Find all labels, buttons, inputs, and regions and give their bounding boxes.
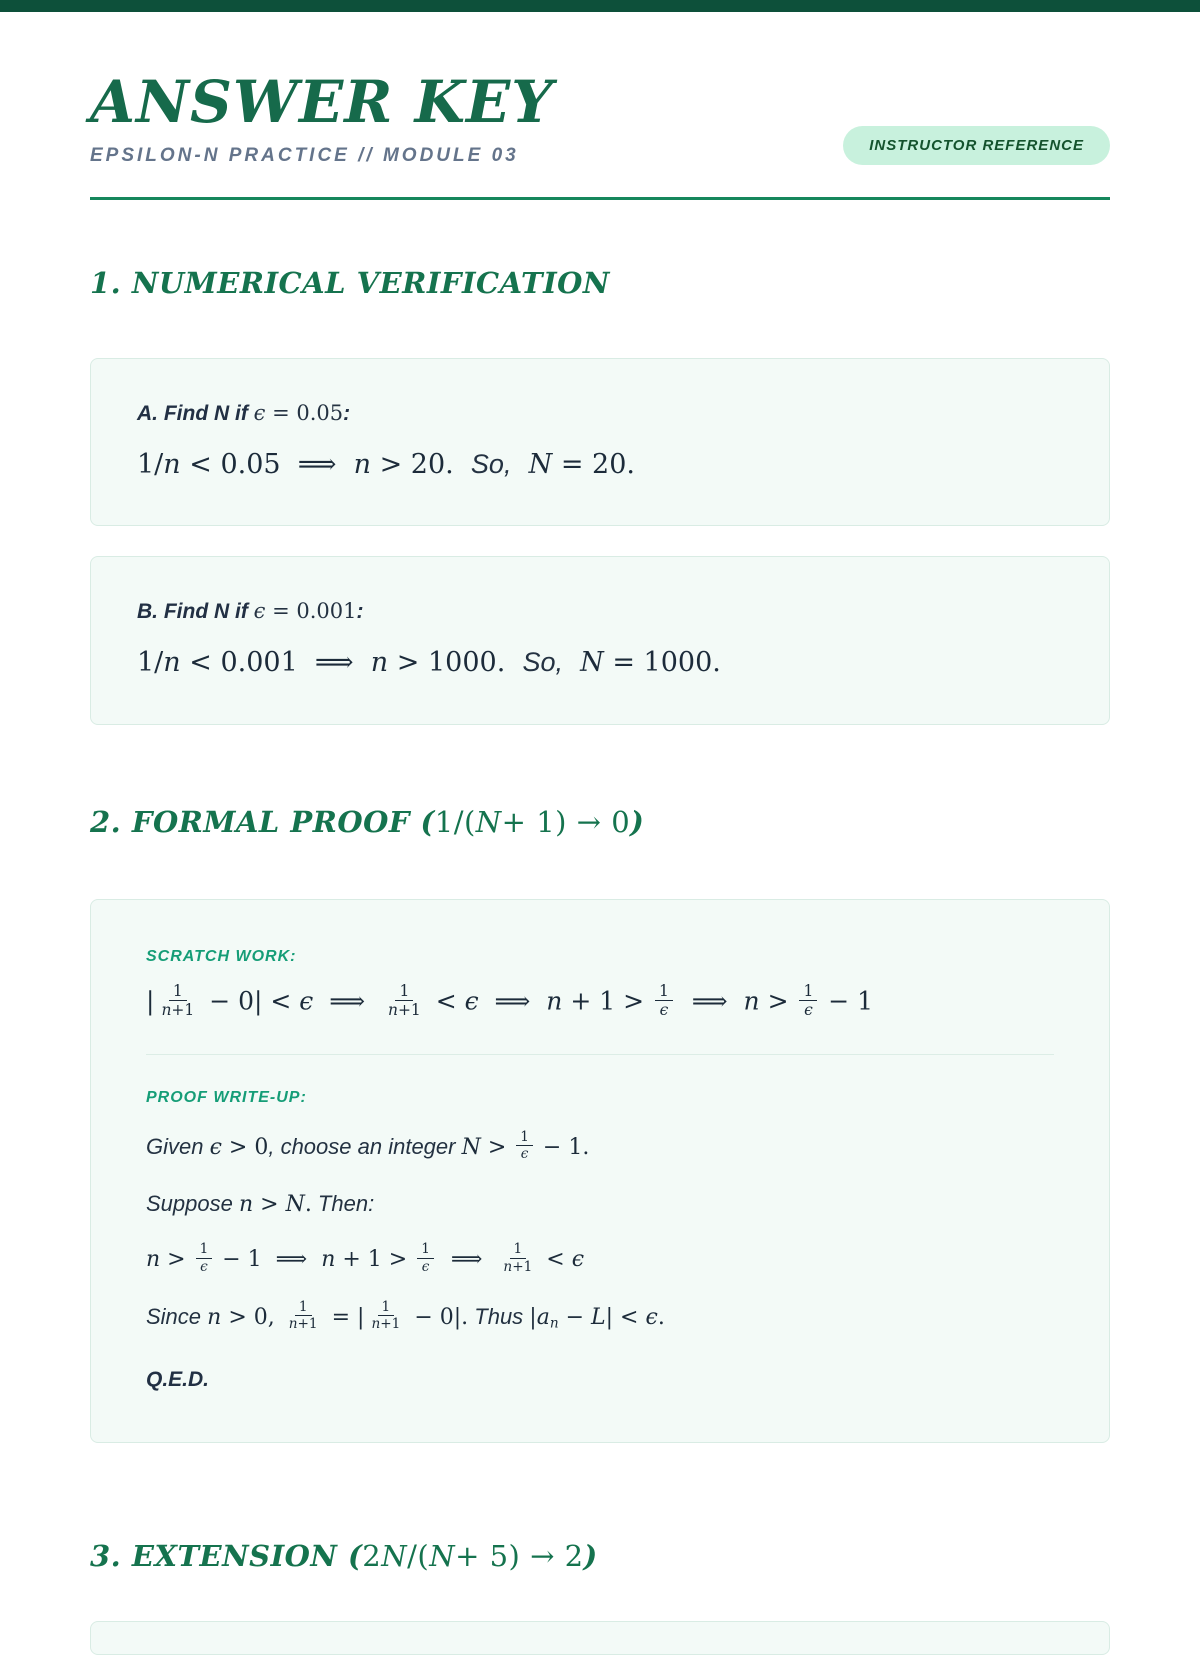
answer-card-b-label: B. Find N if ϵ = 0.001: [137, 599, 364, 624]
section-3-heading-math: 2N/(N+ 5) → 2 [362, 1539, 584, 1574]
header-divider [90, 197, 1110, 200]
proof-card [90, 899, 1110, 1443]
section-2-heading-math: 1/(N+ 1) → 0 [434, 804, 631, 839]
header-left [90, 68, 554, 167]
answer-card-a-label: A. Find N if ϵ = 0.05: [137, 400, 351, 425]
document-header [90, 68, 1110, 167]
section-2-heading-prefix: 2. FORMAL PROOF ( [90, 804, 435, 839]
instructor-reference-badge: INSTRUCTOR REFERENCE [843, 126, 1110, 165]
page-content [90, 12, 1110, 1655]
section-3-heading [90, 1539, 1110, 1573]
section-2-heading [90, 805, 1110, 839]
extension-card-partial [90, 1621, 1110, 1655]
answer-card-a [90, 358, 1110, 526]
proof-line-3: n > $\frac{1}{\epsilon}$ − 1 ⟹ n + 1 > $\frac{1}{\epsilon}$ ⟹ $\frac{1}{n+1}$ < ϵ [146, 1241, 585, 1275]
proof-line-1: Given ϵ > 0, choose an integer N > $\frac{1}{\epsilon}$ − 1. [146, 1128, 590, 1163]
page-title: ANSWER KEY [90, 68, 554, 136]
section-1-heading: 1. NUMERICAL VERIFICATION [90, 265, 610, 300]
proof-line-4: Since n > 0, $\frac{1}{n+1}$ = | $\frac{1}{n+1}$ − 0|. Thus |an − L| < ϵ. [146, 1299, 665, 1333]
scratch-work-label: SCRATCH WORK: [146, 947, 297, 965]
section-2-heading-suffix: ) [630, 804, 645, 839]
answer-card-b-math: 1/n < 0.001 ⟹ n > 1000. So, N = 1000. [137, 647, 721, 679]
proof-writeup-label: PROOF WRITE-UP: [146, 1088, 307, 1106]
proof-line-2: Suppose n > N. Then: [146, 1190, 375, 1217]
section-3-heading-prefix: 3. EXTENSION ( [90, 1539, 363, 1574]
qed-line: Q.E.D. [146, 1367, 210, 1391]
top-accent-bar [0, 0, 1200, 12]
answer-card-b [90, 556, 1110, 724]
proof-card-divider [146, 1054, 1054, 1055]
scratch-work-math: | $\frac{1}{n+1}$ − 0| < ϵ ⟹ $\frac{1}{n+1}$ < ϵ ⟹ n + 1 > $\frac{1}{\epsilon}$ ⟹ n > $\frac{1}{\epsilon}$ − 1 [146, 981, 874, 1020]
page-subtitle: EPSILON-N PRACTICE // MODULE 03 [90, 144, 519, 166]
answer-card-a-math: 1/n < 0.05 ⟹ n > 20. So, N = 20. [137, 448, 635, 480]
section-3-heading-suffix: ) [583, 1539, 598, 1574]
